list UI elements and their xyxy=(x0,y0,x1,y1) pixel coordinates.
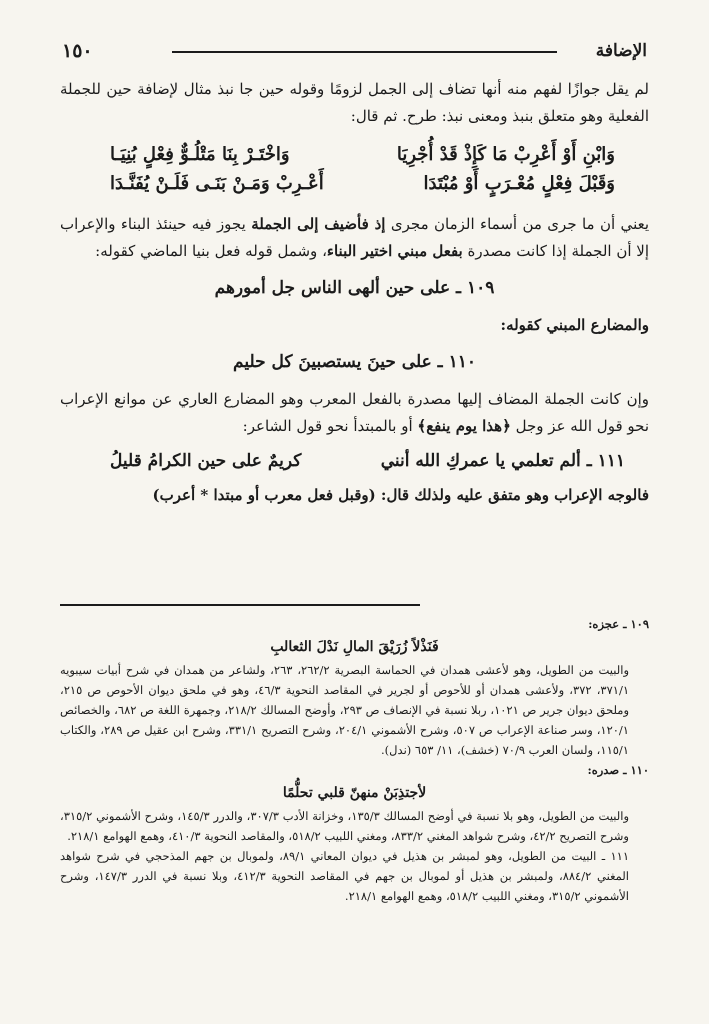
example-111-line xyxy=(60,448,649,474)
main-text xyxy=(60,76,649,509)
footnote-separator xyxy=(60,604,420,606)
verse-block xyxy=(60,142,639,197)
verse-line-2 xyxy=(60,171,639,197)
p2-part-e: ، وشمل قوله فعل بنيا الماضي كقوله: xyxy=(95,242,327,260)
footnote-110-text: والبيت من الطويل، وهو بلا نسبة في أوضح المسالك ١٣٥/٣، وخزانة الأدب ٣٠٧/٣، والدرر ١٤٥/٣، وشرح الأشموني ٣١٥/٢، وشرح التصريح ٤٢/٢، وشرح شواهد المغني ٨٣٣/٢، ومغني اللبيب ٥١٨/٢، والمقاصد النحوية ٤١٠/٣، وهمع الهوامع ٢١٨/١. xyxy=(60,809,630,843)
p2-part-c: يجوز فيه حينئذ البناء والإعراب إلا أن الجملة إذا كانت مصدرة xyxy=(60,215,649,260)
footnote-109-verse: فَنَذْلاً زُرَيْقَ المالِ نَدْلَ الثعالبِ xyxy=(270,639,439,655)
quran-quote: ﴿هذا يوم ينفع﴾ xyxy=(417,417,511,435)
header-rule xyxy=(172,51,557,53)
example-110: ١١٠ ـ على حينَ يستصبينَ كل حليم xyxy=(233,352,476,372)
page-number: ١٥٠ xyxy=(62,40,93,62)
p2-part-d: بفعل مبني اختير البناء xyxy=(326,242,463,260)
running-head: الإضافة xyxy=(595,41,647,61)
paragraph-3: والمضارع المبني كقوله: xyxy=(500,316,649,334)
page-header xyxy=(62,38,647,64)
p4-part-c: أو بالمبتدأ نحو قول الشاعر: xyxy=(242,417,418,435)
example-111-left: كريمٌ على حين الكرامُ قليلُ xyxy=(110,451,302,471)
footnotes xyxy=(60,614,649,906)
example-109: ١٠٩ ـ على حين ألهى الناس جل أمورهم xyxy=(214,278,495,298)
footnote-110-verse: لأجتذِبَنْ منهنّ قلبي تحلُّمًا xyxy=(282,785,427,801)
verse-1-hemistich-left: وَاخْتَـرْ بِنَا مَتْلُـوٌّ فِعْلٍ بُنِيَـا xyxy=(110,144,290,165)
verse-2-hemistich-left: أَعْـرِبْ وَمَـنْ بَنَـى فَلَـنْ يُفَنَّـدَا xyxy=(110,173,324,194)
example-111-right: ١١١ ـ ألم تعلمي يا عمركِ الله أنني xyxy=(380,451,625,471)
verse-line-1 xyxy=(60,142,639,168)
footnote-109-text: والبيت من الطويل، وهو لأعشى همدان في الحماسة البصرية ٢٦٢/٢، ٢٦٣، ولشاعر من همدان في شرح أبيات سيبويه ٣٧١/١، ٣٧٢، ولأعشى همدان أو للأحوص أو لجرير في المقاصد النحوية ٤٦/٣، وهو في ملحق ديوان الأحوص ص ٢١٥، وملحق ديوان جرير ص ١٠٢١، ربلا نسبة في الإنصاف ص ٢٩٣، وأوضح المسالك ٢١٨/٢، وجمهرة اللغة ص ٦٨٢، والخصائص ١٢٠/١، وسر صناعة الإعراب ص ٥٠٧، وشرح الأشموني ٢٠٤/١، وشرح التصريح ٣٣١/١، وشرح ابن عقيل ص ٢٨٩، والكتاب ١١٥/١، ولسان العرب ٧٠/٩ (خشف)، ١١/ ٦٥٣ (ندل). xyxy=(60,663,630,757)
paragraph-5: فالوجه الإعراب وهو متفق عليه ولذلك قال: (وقبل فعل معرب أو مبتدا * أعرب) xyxy=(152,486,649,504)
verse-1-hemistich-right: وَابْنِ أَوْ أَعْرِبْ مَا كَإِذْ قَدْ أُجْرِيَا xyxy=(396,144,615,165)
verse-2-hemistich-right: وَقَبْلَ فِعْلٍ مُعْـرَبٍ أَوْ مُبْتَدَا xyxy=(423,173,615,194)
paragraph-1: لم يقل جوازًا لفهم منه أنها تضاف إلى الجمل لزومًا وقوله حين جا نبذ مثال لإضافة حين للجملة الفعلية وهو متعلق بنبذ ومعنى نبذ: طرح. ثم قال: xyxy=(60,80,649,125)
footnote-109-head: ١٠٩ ـ عجزه: xyxy=(588,617,649,631)
footnote-110-head: ١١٠ ـ صدره: xyxy=(587,763,649,777)
example-111 xyxy=(60,448,649,474)
p4-part-a: وإن كانت الجملة المضاف إليها مصدرة بالفعل المعرب وهو المضارع العاري عن موانع الإعراب نحو قول الله عز وجل xyxy=(60,390,649,435)
p2-part-a: يعني أن ما جرى من أسماء الزمان مجرى xyxy=(385,215,649,233)
footnote-111-text: ١١١ ـ البيت من الطويل، وهو لمبشر بن هذيل في ديوان المعاني ٨٩/١، ولموبال بن جهم المذحجي في شرح شواهد المغني ٨٨٤/٢، ولمبشر بن هذيل أو لموبال بن جهم في المقاصد النحوية ٤١٢/٣، وبلا نسبة في الدرر ١٤٧/٣، وشرح الأشموني ٣١٥/٢، ومغني اللبيب ٥١٨/٢، وهمع الهوامع ٢١٨/١. xyxy=(60,849,630,903)
paragraph-4 xyxy=(60,386,649,440)
paragraph-2 xyxy=(60,211,649,265)
p2-part-b: إذ فأضيف إلى الجملة xyxy=(251,215,386,233)
